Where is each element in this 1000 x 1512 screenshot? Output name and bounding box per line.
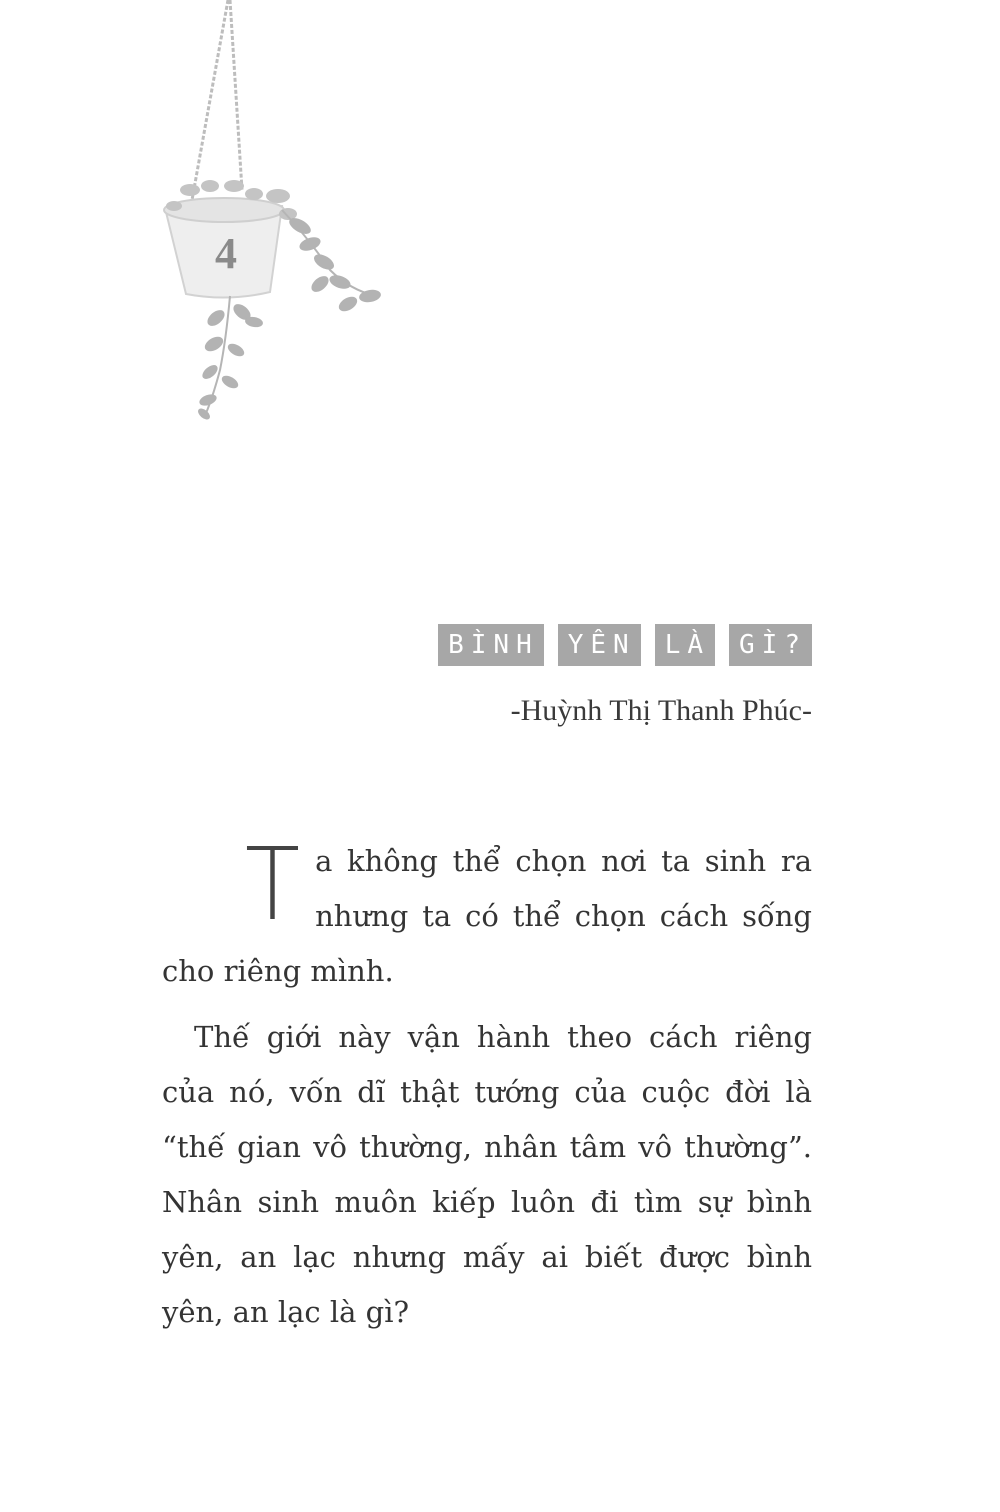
title-word: BÌNH <box>438 624 544 666</box>
title-word: LÀ <box>655 624 715 666</box>
chapter-title <box>438 624 812 666</box>
paragraph-1-text: a không thể chọn nơi ta sinh ra nhưng ta có thể chọn cách sống cho riêng mình. <box>162 844 812 988</box>
author-name: -Huỳnh Thị Thanh Phúc- <box>510 694 812 727</box>
title-word: YÊN <box>558 624 641 666</box>
drop-cap: T <box>245 826 301 943</box>
paragraph-1 <box>162 826 812 999</box>
chapter-number: 4 <box>215 229 237 278</box>
paragraph-2: Thế giới này vận hành theo cách riêng của nó, vốn dĩ thật tướng của cuộc đời là “thế gian vô thường, nhân tâm vô thường”. Nhân sinh muôn kiếp luôn đi tìm sự bình yên, an lạc nhưng mấy ai biết được bình yên, an lạc là gì? <box>162 1020 812 1329</box>
hanging-plant-pot-icon <box>150 0 390 430</box>
title-word: GÌ? <box>729 624 812 666</box>
